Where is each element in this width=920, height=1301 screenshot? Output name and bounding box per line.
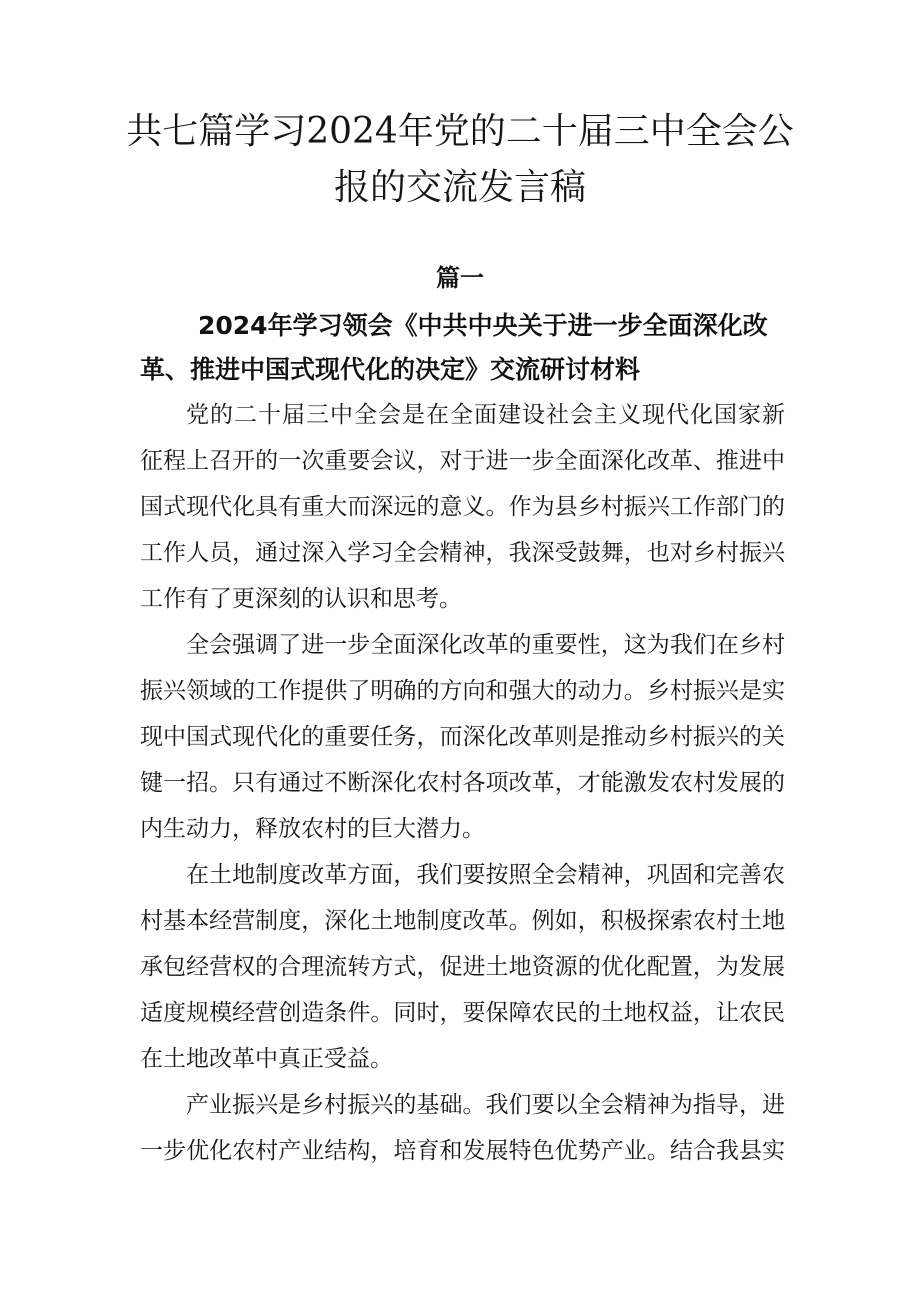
paragraph xyxy=(140,622,785,852)
title-line: 共七篇学习2024年党的二十届三中全会公 xyxy=(126,111,794,152)
text-line: 在土地改革中真正受益。 xyxy=(140,1046,393,1072)
text-line: 产业振兴是乡村振兴的基础。我们要以全会精神为指导，进 xyxy=(186,1092,785,1118)
text-line: 村基本经营制度，深化土地制度改革。例如，积极探索农村土地 xyxy=(140,908,785,934)
title-line: 报的交流发言稿 xyxy=(333,167,586,208)
heading-line: 2024年学习领会《中共中央关于进一步全面深化改 xyxy=(198,311,768,340)
text-line: 在土地制度改革方面，我们要按照全会精神，巩固和完善农 xyxy=(186,862,785,888)
text-line: 内生动力，释放农村的巨大潜力。 xyxy=(140,816,485,842)
text-line: 承包经营权的合理流转方式，促进土地资源的优化配置，为发展 xyxy=(140,954,785,980)
text-line: 全会强调了进一步全面深化改革的重要性，这为我们在乡村 xyxy=(186,632,785,658)
text-line: 振兴领域的工作提供了明确的方向和强大的动力。乡村振兴是实 xyxy=(140,678,785,704)
paragraph xyxy=(140,852,785,1082)
section-heading xyxy=(140,304,800,392)
text-line: 工作人员，通过深入学习全会精神，我深受鼓舞，也对乡村振兴 xyxy=(140,540,785,566)
text-line: 键一招。只有通过不断深化农村各项改革，才能激发农村发展的 xyxy=(140,770,785,796)
text-line: 适度规模经营创造条件。同时，要保障农民的土地权益，让农民 xyxy=(140,1000,785,1026)
text-line: 征程上召开的一次重要会议，对于进一步全面深化改革、推进中 xyxy=(140,448,785,474)
heading-line: 革、推进中国式现代化的决定》交流研讨材料 xyxy=(140,355,641,384)
paragraph xyxy=(140,392,785,622)
text-line: 党的二十届三中全会是在全面建设社会主义现代化国家新 xyxy=(186,402,785,428)
text-line: 现中国式现代化的重要任务，而深化改革则是推动乡村振兴的关 xyxy=(140,724,785,750)
text-line: 一步优化农村产业结构，培育和发展特色优势产业。结合我县实 xyxy=(140,1138,785,1164)
section-label: 篇一 xyxy=(436,263,484,292)
text-line: 工作有了更深刻的认识和思考。 xyxy=(140,586,462,612)
text-line: 国式现代化具有重大而深远的意义。作为县乡村振兴工作部门的 xyxy=(140,494,785,520)
document-title xyxy=(120,104,800,216)
paragraph xyxy=(140,1082,785,1174)
body-text xyxy=(140,392,785,1174)
